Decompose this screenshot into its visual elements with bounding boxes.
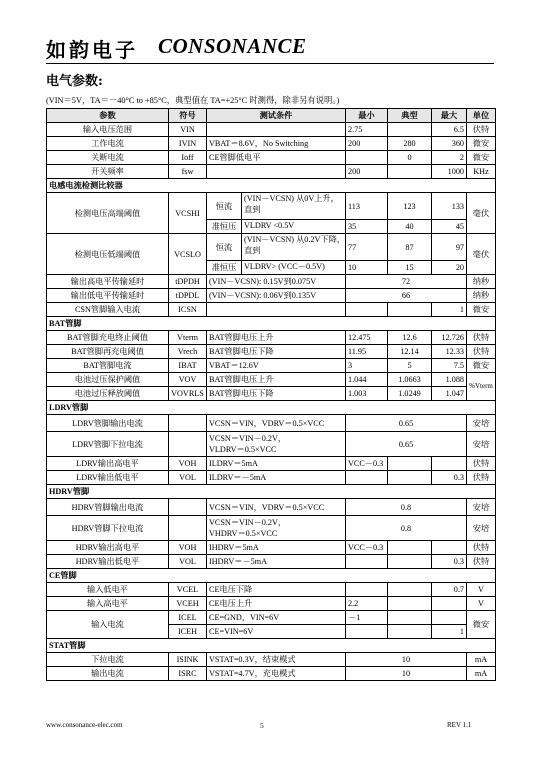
- param-symbol: Vterm: [169, 331, 207, 345]
- min-value: 200: [346, 165, 388, 179]
- param-symbol: ICSN: [169, 303, 207, 317]
- typ-value: [388, 471, 432, 485]
- max-value: 45: [432, 220, 467, 234]
- condition-cell: [207, 193, 346, 220]
- section-row-ldrv: [47, 401, 496, 415]
- param-name: 输入高电平: [47, 597, 169, 611]
- table-row: [47, 667, 496, 681]
- max-value: 97: [432, 234, 467, 261]
- condition-text: VCSN＝VIN，VDRV＝0.5×VCC: [207, 415, 346, 432]
- typ-value: 12.6: [388, 331, 432, 345]
- unit-value: 毫伏: [467, 193, 496, 234]
- max-value: 2: [432, 151, 467, 165]
- typ-value: 123: [388, 193, 432, 220]
- param-symbol: ICEH: [169, 625, 207, 639]
- table-row: [47, 457, 496, 471]
- table-row: [47, 289, 496, 303]
- typ-value: [388, 555, 432, 569]
- max-value: [432, 541, 467, 555]
- param-symbol: tDPDH: [169, 275, 207, 289]
- param-symbol: VOL: [169, 471, 207, 485]
- max-value: 0.7: [432, 583, 467, 597]
- unit-value: 伏特: [467, 541, 496, 555]
- typ-value: 15: [388, 261, 432, 275]
- min-value: 2.75: [346, 123, 388, 137]
- param-symbol: Vrech: [169, 345, 207, 359]
- condition-text: IHDRV＝－5mA: [207, 555, 346, 569]
- param-symbol: VOV: [169, 373, 207, 387]
- max-value: 1: [432, 303, 467, 317]
- section-title: 电气参数:: [46, 74, 103, 89]
- section-row-current-sense: [47, 179, 496, 193]
- param-symbol: VCEH: [169, 597, 207, 611]
- typ-value: 0: [388, 151, 432, 165]
- min-value: 12.475: [346, 331, 388, 345]
- section-row-bat: [47, 317, 496, 331]
- condition-text: VLDRV <0.5V: [244, 221, 295, 230]
- condition-text: (VIN－VCSN) 从0.2V下降，直到: [244, 235, 345, 255]
- min-value: 35: [346, 220, 388, 234]
- condition-text: VCSN＝VIN，VDRV＝0.5×VCC: [207, 499, 346, 516]
- max-value: 133: [432, 193, 467, 220]
- param-name: LDRV管脚下拉电流: [47, 432, 169, 457]
- typ-value: 0.8: [346, 499, 467, 516]
- table-row: [47, 415, 496, 432]
- unit-value: 安培: [467, 415, 496, 432]
- min-value: 200: [346, 137, 388, 151]
- unit-value: 伏特: [467, 331, 496, 345]
- unit-value: mA: [467, 653, 496, 667]
- typ-value: 12.14: [388, 345, 432, 359]
- section-label: LDRV管脚: [47, 401, 496, 415]
- footer-website: www.consonance-elec.com: [46, 721, 123, 729]
- typ-value: [388, 165, 432, 179]
- min-value: [346, 583, 388, 597]
- condition-text: (VIN－VCSN): 0.06V到0.135V: [207, 289, 346, 303]
- param-name: 输入低电平: [47, 583, 169, 597]
- condition-text: VCSN＝VIN－0.2V，: [209, 434, 287, 443]
- typ-value: 0.8: [346, 516, 467, 541]
- section-label: CE管脚: [47, 569, 496, 583]
- table-row: [47, 387, 496, 401]
- table-row: [47, 653, 496, 667]
- mode-label: 准恒压: [207, 261, 242, 274]
- param-symbol: VOL: [169, 555, 207, 569]
- unit-value: 微安: [467, 137, 496, 151]
- typ-value: 0.65: [346, 415, 467, 432]
- param-symbol: VIN: [169, 123, 207, 137]
- page-header: [46, 34, 494, 62]
- unit-value: V: [467, 597, 496, 611]
- min-value: 2.2: [346, 597, 388, 611]
- param-name: HDRV输出低电平: [47, 555, 169, 569]
- header-rule: [46, 63, 494, 64]
- condition-text: CE=GND，VIN=6V: [207, 611, 346, 625]
- typ-value: 66: [346, 289, 467, 303]
- section-row-hdrv: [47, 485, 496, 499]
- min-value: 10: [346, 261, 388, 275]
- condition-text: BAT管脚电压下降: [207, 387, 346, 401]
- max-value: 20: [432, 261, 467, 275]
- typ-value: [388, 541, 432, 555]
- typ-value: 0.65: [346, 432, 467, 457]
- min-value: VCC－0.3: [346, 541, 388, 555]
- header-param: 参数: [47, 109, 169, 123]
- unit-value: 安培: [467, 499, 496, 516]
- condition-text: VHDRV＝0.5×VCC: [209, 529, 278, 538]
- unit-value: %Vterm: [467, 373, 496, 401]
- table-row: [47, 275, 496, 289]
- param-name: BAT管脚再充电阈值: [47, 345, 169, 359]
- param-name: 输入电压范围: [47, 123, 169, 137]
- unit-value: 毫伏: [467, 234, 496, 275]
- unit-value: 伏特: [467, 345, 496, 359]
- condition-text: CE=VIN=6V: [207, 625, 346, 639]
- min-value: 77: [346, 234, 388, 261]
- param-name: BAT管脚充电终止阈值: [47, 331, 169, 345]
- table-row: [47, 597, 496, 611]
- unit-value: 伏特: [467, 471, 496, 485]
- company-logo-chinese: 如韵电子: [46, 38, 138, 62]
- table-row: [47, 471, 496, 485]
- max-value: [432, 457, 467, 471]
- mode-label: 恒流: [207, 193, 242, 219]
- section-label: HDRV管脚: [47, 485, 496, 499]
- param-symbol: ISRC: [169, 667, 207, 681]
- typ-value: 72: [346, 275, 467, 289]
- param-name: 输入电流: [47, 611, 169, 639]
- company-logo-english: CONSONANCE: [158, 34, 307, 58]
- unit-value: 微安: [467, 611, 496, 639]
- param-symbol: IBAT: [169, 359, 207, 373]
- param-name: CSN管脚输入电流: [47, 303, 169, 317]
- header-condition: 测试条件: [207, 109, 346, 123]
- table-row: [47, 165, 496, 179]
- unit-value: mA: [467, 667, 496, 681]
- param-name: 输出电流: [47, 667, 169, 681]
- condition-cell: [207, 261, 346, 275]
- param-symbol: tDPDL: [169, 289, 207, 303]
- param-name: BAT管脚电流: [47, 359, 169, 373]
- table-row: [47, 555, 496, 569]
- condition-text: (VIN－VCSN): 0.15V到0.075V: [207, 275, 346, 289]
- unit-value: KHz: [467, 165, 496, 179]
- table-row: [47, 516, 496, 541]
- param-symbol: VOH: [169, 541, 207, 555]
- max-value: 7.5: [432, 359, 467, 373]
- unit-value: 安培: [467, 432, 496, 457]
- typ-value: [388, 303, 432, 317]
- section-label: BAT管脚: [47, 317, 496, 331]
- mode-label: 恒流: [207, 234, 242, 260]
- condition-text: (VIN－VCSN) 从0V上升，直到: [244, 194, 339, 214]
- max-value: 0.3: [432, 471, 467, 485]
- typ-value: [388, 583, 432, 597]
- condition-cell: [207, 220, 346, 234]
- max-value: 1: [432, 625, 467, 639]
- param-name: 检测电压高端阈值: [47, 193, 169, 234]
- condition-text: VSTAT=4.7V，充电模式: [207, 667, 346, 681]
- unit-value: 伏特: [467, 123, 496, 137]
- table-row: [47, 331, 496, 345]
- table-row: [47, 193, 496, 220]
- param-symbol: VCSHI: [169, 193, 207, 234]
- param-symbol: ICEL: [169, 611, 207, 625]
- param-name: HDRV输出高电平: [47, 541, 169, 555]
- typ-value: 10: [346, 667, 467, 681]
- condition-text: CE电压上升: [207, 597, 346, 611]
- unit-value: 微安: [467, 151, 496, 165]
- param-name: 电池过压释放阈值: [47, 387, 169, 401]
- min-value: 1.044: [346, 373, 388, 387]
- param-name: 工作电流: [47, 137, 169, 151]
- condition-text: VLDRV> (VCC－0.5V): [244, 262, 325, 271]
- electrical-parameters-table: [46, 108, 496, 681]
- min-value: 3: [346, 359, 388, 373]
- param-name: 关断电流: [47, 151, 169, 165]
- table-row: [47, 345, 496, 359]
- condition-text: ILDRV＝－5mA: [207, 471, 346, 485]
- header-unit: 单位: [467, 109, 496, 123]
- min-value: 113: [346, 193, 388, 220]
- min-value: －1: [346, 611, 388, 625]
- table-row: [47, 303, 496, 317]
- condition-text: ILDRV＝5mA: [207, 457, 346, 471]
- max-value: 12.726: [432, 331, 467, 345]
- condition-cell: [207, 234, 346, 261]
- unit-value: 纳秒: [467, 275, 496, 289]
- param-symbol: VCEL: [169, 583, 207, 597]
- max-value: 1000: [432, 165, 467, 179]
- param-name: 电池过压保护阈值: [47, 373, 169, 387]
- section-row-stat: [47, 639, 496, 653]
- param-name: 检测电压低端阈值: [47, 234, 169, 275]
- section-row-ce: [47, 569, 496, 583]
- min-value: 1.003: [346, 387, 388, 401]
- header-min: 最小: [346, 109, 388, 123]
- param-name: HDRV管脚输出电流: [47, 499, 169, 516]
- condition-text: CE电压下降: [207, 583, 346, 597]
- param-name: LDRV管脚输出电流: [47, 415, 169, 432]
- typ-value: 10: [346, 653, 467, 667]
- condition-text: BAT管脚电压上升: [207, 331, 346, 345]
- section-label: 电感电流检测比较器: [47, 179, 496, 193]
- condition-text: IHDRV＝5mA: [207, 541, 346, 555]
- unit-value: V: [467, 583, 496, 597]
- typ-value: 40: [388, 220, 432, 234]
- unit-value: 伏特: [467, 555, 496, 569]
- table-header-row: [47, 109, 496, 123]
- table-row: [47, 123, 496, 137]
- table-row: [47, 151, 496, 165]
- min-value: VCC－0.3: [346, 457, 388, 471]
- min-value: 11.95: [346, 345, 388, 359]
- param-name: 输出高电平传输延时: [47, 275, 169, 289]
- table-row: [47, 137, 496, 151]
- min-value: [346, 151, 388, 165]
- unit-value: 微安: [467, 303, 496, 317]
- typ-value: 5: [388, 359, 432, 373]
- table-row: [47, 432, 496, 457]
- param-name: 下拉电流: [47, 653, 169, 667]
- unit-value: 安培: [467, 516, 496, 541]
- table-row: [47, 611, 496, 625]
- table-row: [47, 499, 496, 516]
- section-label: STAT管脚: [47, 639, 496, 653]
- condition-text: CE管脚低电平: [207, 151, 346, 165]
- condition-text: VBAT＝8.6V，No Switching: [207, 137, 346, 151]
- max-value: [432, 597, 467, 611]
- param-name: HDRV管脚下拉电流: [47, 516, 169, 541]
- mode-label: 准恒压: [207, 220, 242, 233]
- param-symbol: VOH: [169, 457, 207, 471]
- param-symbol: VOVRLS: [169, 387, 207, 401]
- param-name: LDRV输出高电平: [47, 457, 169, 471]
- footer-page-number: 5: [260, 721, 264, 730]
- min-value: [346, 471, 388, 485]
- param-name: 输出低电平传输延时: [47, 289, 169, 303]
- max-value: 360: [432, 137, 467, 151]
- condition-text: BAT管脚电压上升: [207, 373, 346, 387]
- max-value: 1.088: [432, 373, 467, 387]
- header-typ: 典型: [388, 109, 432, 123]
- min-value: [346, 303, 388, 317]
- typ-value: [388, 123, 432, 137]
- condition-text: VCSN＝VIN－0.2V，: [209, 518, 287, 527]
- min-value: [346, 555, 388, 569]
- condition-text: [207, 123, 346, 137]
- condition-text: [207, 165, 346, 179]
- header-max: 最大: [432, 109, 467, 123]
- condition-text: [207, 303, 346, 317]
- max-value: 12.33: [432, 345, 467, 359]
- table-row: [47, 541, 496, 555]
- condition-text: VBAT＝12.6V: [207, 359, 346, 373]
- header-symbol: 符号: [169, 109, 207, 123]
- table-row: [47, 234, 496, 261]
- test-conditions: (VIN＝5V，TA＝－40°C to +85°C，典型值在 TA=+25°C 时测得，除非另有说明。): [46, 96, 340, 105]
- condition-text: VLDRV＝0.5×VCC: [209, 445, 277, 454]
- condition-text: VSTAT=0.3V，结束模式: [207, 653, 346, 667]
- param-symbol: Ioff: [169, 151, 207, 165]
- unit-value: 伏特: [467, 457, 496, 471]
- typ-value: 280: [388, 137, 432, 151]
- typ-value: [388, 457, 432, 471]
- param-symbol: fsw: [169, 165, 207, 179]
- typ-value: 1.0663: [388, 373, 432, 387]
- max-value: 6.5: [432, 123, 467, 137]
- param-symbol: IVIN: [169, 137, 207, 151]
- table-row: [47, 583, 496, 597]
- max-value: 0.3: [432, 555, 467, 569]
- param-name: 开关频率: [47, 165, 169, 179]
- typ-value: 87: [388, 234, 432, 261]
- typ-value: [388, 597, 432, 611]
- unit-value: 纳秒: [467, 289, 496, 303]
- footer-revision: REV 1.1: [447, 721, 472, 729]
- param-symbol: ISINK: [169, 653, 207, 667]
- condition-text: BAT管脚电压下降: [207, 345, 346, 359]
- max-value: 1.047: [432, 387, 467, 401]
- typ-value: 1.0249: [388, 387, 432, 401]
- param-name: LDRV输出低电平: [47, 471, 169, 485]
- table-row: [47, 373, 496, 387]
- unit-value: 微安: [467, 359, 496, 373]
- param-symbol: VCSLO: [169, 234, 207, 275]
- table-row: [47, 359, 496, 373]
